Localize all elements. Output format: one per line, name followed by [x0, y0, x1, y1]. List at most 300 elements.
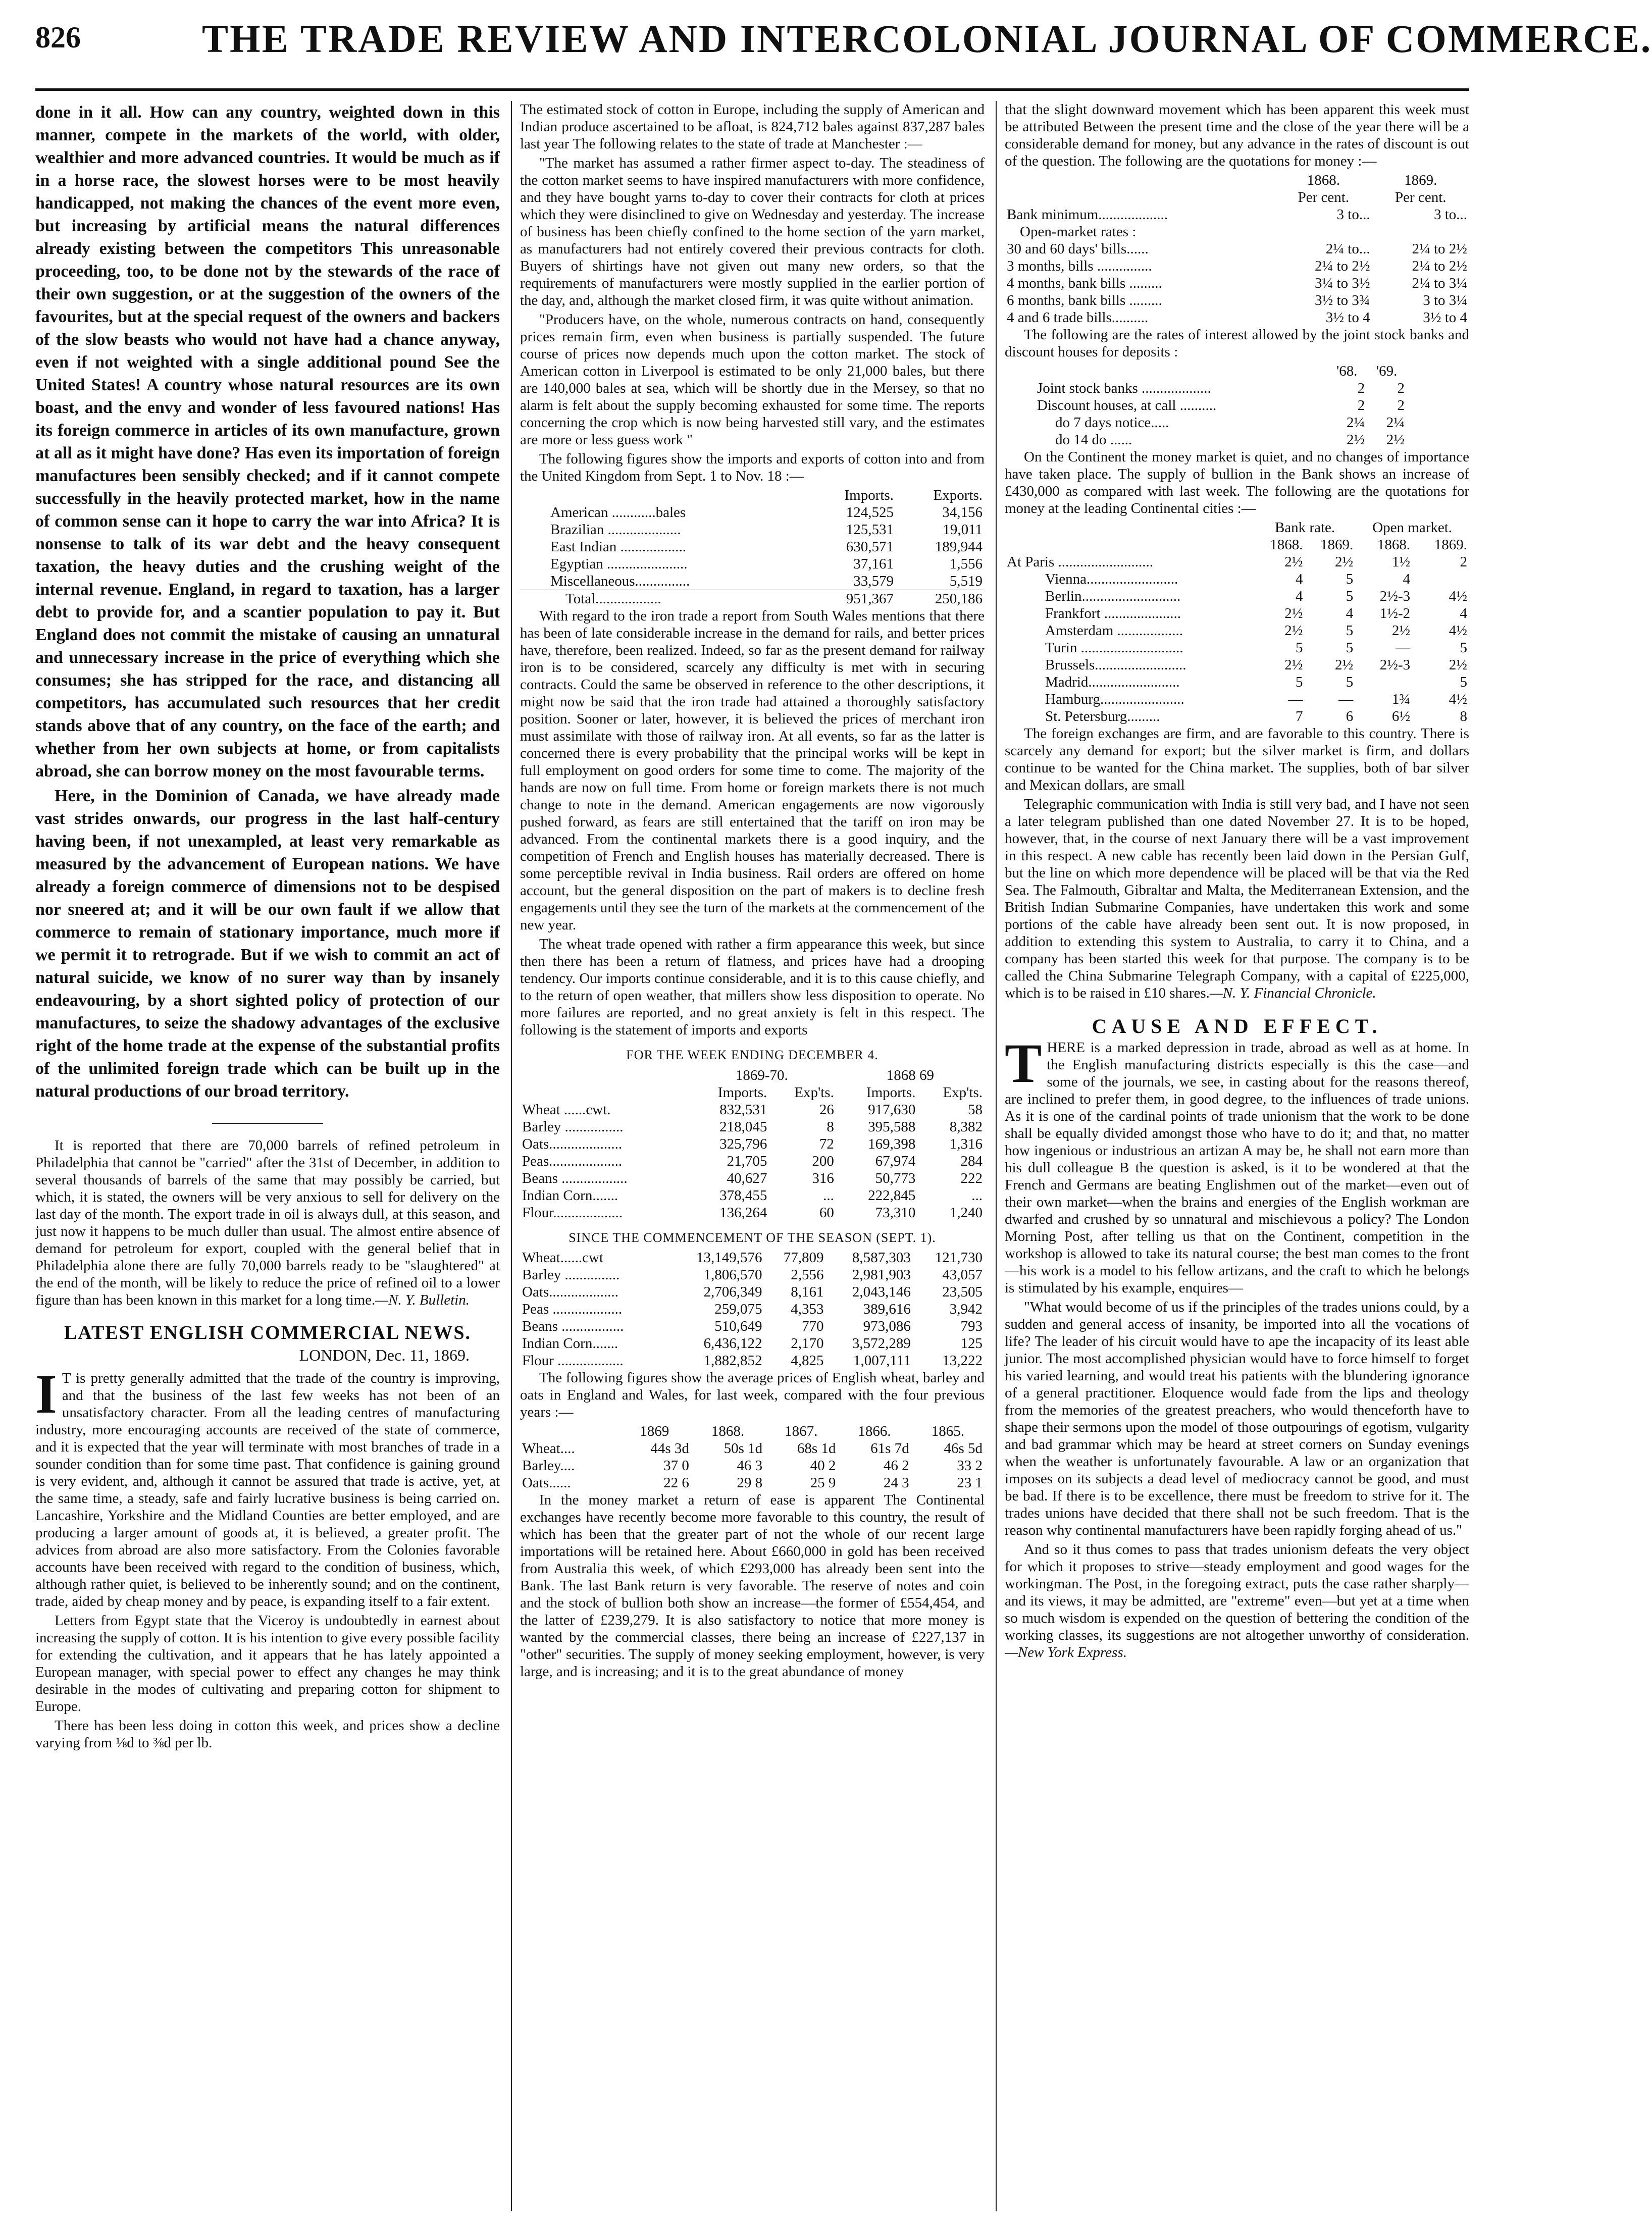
article-paragraph [1005, 1032, 1469, 1296]
row-label: Joint stock banks ................... [1037, 380, 1211, 396]
table-row [1005, 708, 1469, 725]
cell: 46 3 [737, 1458, 763, 1474]
year-header: 1866. [858, 1423, 891, 1439]
cell: 124,525 [846, 504, 894, 521]
table-row [520, 538, 985, 555]
row-label: 6 months, bank bills ......... [1007, 292, 1162, 308]
col-header: Exports. [933, 487, 983, 503]
cell: 136,264 [719, 1204, 767, 1221]
cell: 46 2 [883, 1458, 909, 1474]
paragraph-text: Telegraphic communication with India is still very bad, and I have not seen a later telegram published than one dated November 27. It is to be hoped, however, that, in the course of next January there will be a vast improvement in this respect. A new cable has recently been laid down in the Persian Gulf, but the line on which more dependence will be placed will be that via the Red Sea. The Falmouth, Gibraltar and Malta, the Mediterranean Extension, and the British Indian Submarine Companies, have undertaken this work and some portions of the cable have already been sent out. It is now proposed, in addition to extending this system to Australia, to carry it to China, and a company has been started this week for that purpose. The company is to be called the China Submarine Telegraph Company, with a capital of £225,000, which is to be raised in £10 shares. [1005, 796, 1469, 1001]
cell: 5 [1346, 571, 1354, 587]
row-label: Flour .................. [522, 1353, 624, 1369]
row-label: At Paris .......................... [1007, 554, 1153, 570]
cell [1355, 673, 1412, 691]
cell: 8 [827, 1118, 834, 1135]
table-row [1005, 622, 1469, 639]
cell: 4½ [1449, 588, 1467, 604]
cell: 218,045 [719, 1118, 767, 1135]
cell: 2,043,146 [852, 1284, 911, 1300]
cell: 13,149,576 [696, 1250, 762, 1266]
article-paragraph: Here, in the Dominion of Canada, we have already made vast strides onwards, our progress in the last half-century having been, if not unexampled, at least very remarkable as measured by the advancement of European nations. We have already a foreign commerce of dimensions not to be despised nor sneered at; and it will be our own fault if we allow that commerce to remain of stationary importance, much more if we permit it to retrograde. But if we wish to commit an act of natural suicide, we know of no surer way than by insanely endeavouring, by a short sighted policy of protection of our manufactures, to seize the shadowy advantages of the exclusive right of the home trade at the expense of the substantial profits of the unlimited foreign trade which can be built up in the natural productions of our broad territory. [35, 787, 500, 1101]
table-row [520, 1266, 985, 1283]
table-row [520, 555, 985, 573]
deposit-rates-table [1035, 362, 1407, 448]
cell: 77,809 [783, 1250, 824, 1266]
cell: 4,353 [791, 1301, 824, 1317]
cell: 33 2 [957, 1458, 983, 1474]
cell: 389,616 [863, 1301, 911, 1317]
cell: 793 [960, 1318, 983, 1334]
table-row [520, 1187, 985, 1204]
year-header: '69. [1376, 363, 1398, 379]
source-signature: —New York Express. [1005, 1644, 1127, 1661]
grain-season-table [520, 1249, 985, 1369]
cell: 2 [1357, 397, 1365, 413]
cell [1275, 223, 1372, 240]
cell: 2¼ to 2½ [1315, 258, 1370, 274]
table-row [520, 1204, 985, 1221]
cell: 917,630 [868, 1101, 916, 1118]
row-label: do 7 days notice..... [1055, 414, 1169, 431]
cell: — [1338, 691, 1354, 707]
article-paragraph: Letters from Egypt state that the Viceroy is undoubtedly in earnest about increasing the supply of cotton. It is his intention to give every possible facility for extending the cultivation, and it appears that he has lately appointed a European manager, with special power to effect any changes he may think desirable in the modes of cultivating and preparing cotton for shipment to Europe. [35, 1613, 500, 1715]
article-paragraph: The foreign exchanges are firm, and are favorable to this country. There is scarcely any demand for export; but the silver market is firm, and dollars continue to be wanted for the China market. The supplies, both of bar silver and Mexican dollars, are small [1005, 725, 1469, 793]
cell: 72 [819, 1135, 834, 1152]
cell: 2½ [1386, 432, 1405, 448]
row-label: Open-market rates : [1020, 224, 1137, 240]
cell: 2½ [1346, 432, 1365, 448]
cell: 4 [1403, 571, 1411, 587]
row-label: Oats.................... [522, 1135, 623, 1152]
cell: 125 [960, 1335, 983, 1352]
row-label: Brussels......................... [1045, 657, 1186, 673]
cell: 3,572,289 [852, 1335, 911, 1352]
cell: 5 [1346, 623, 1354, 639]
cell: 2½ [1335, 554, 1354, 570]
table-row [1005, 639, 1469, 656]
cell: 50,773 [875, 1170, 916, 1186]
year-header: 1865. [931, 1423, 964, 1439]
table-row [520, 573, 985, 590]
table-row [520, 504, 985, 521]
col-header: Imports. [866, 1084, 916, 1101]
year-header: 1868. [1377, 537, 1411, 553]
cell: 7 [1296, 708, 1303, 724]
table-row [1005, 206, 1469, 223]
cell: 3 to... [1433, 206, 1467, 223]
row-label: Peas.................... [522, 1153, 623, 1169]
table-row [520, 1457, 985, 1474]
row-label: Wheat......cwt [522, 1250, 604, 1266]
row-label: American ............bales [550, 504, 686, 521]
row-label: Indian Corn....... [522, 1335, 618, 1352]
cell: 73,310 [875, 1204, 916, 1221]
article-paragraph: "The market has assumed a rather firmer aspect to-day. The steadiness of the cotton market seems to have inspired manufacturers with more confidence, and they have bought yarns to-day to cover their contracts for cloth at prices which they were disinclined to give on Wednesday and yesterday. The increase of business has been chiefly confined to the home section of the yarn market, as manufacturers had not entirely covered their previous contracts for cloth. Buyers of shirtings have not given out many new orders, so that the requirements of manufacturers were mostly supplied in the earlier portion of the day, and, although the market closed firm, it was quite without animation. [520, 155, 985, 308]
cell: 4 [1460, 605, 1467, 621]
drop-cap: I [35, 1363, 57, 1425]
table-row [520, 1474, 985, 1491]
cell: 58 [968, 1101, 983, 1118]
table-row [520, 1170, 985, 1187]
year-header: 1868. [1307, 172, 1340, 188]
cell: 37,161 [853, 556, 894, 572]
group-header: Bank rate. [1274, 520, 1335, 536]
row-label: Brazilian .................... [550, 522, 681, 538]
cell: 8,587,303 [852, 1250, 911, 1266]
cell: 222,845 [868, 1187, 916, 1204]
source-signature: —N. Y. Financial Chronicle. [1209, 985, 1376, 1001]
col-header: Exp'ts. [794, 1084, 834, 1101]
table-caption: FOR THE WEEK ENDING DECEMBER 4. [626, 1048, 879, 1062]
cell: 2¼ [1346, 414, 1365, 431]
row-label: Beans .................. [522, 1170, 628, 1186]
table-row [520, 1249, 985, 1266]
row-label: Flour................... [522, 1204, 623, 1221]
cell: 3¼ to 3½ [1315, 275, 1370, 291]
table-row [1005, 223, 1469, 240]
table-row [1035, 431, 1407, 448]
table-row [1035, 414, 1407, 431]
wheat-prices-table [520, 1423, 985, 1491]
cell: 5 [1296, 640, 1303, 656]
cell: 5,519 [949, 573, 983, 589]
cell: 3½ to 4 [1325, 309, 1370, 326]
row-label: Turin ............................ [1045, 640, 1183, 656]
table-row [1005, 257, 1469, 275]
cell: 5 [1346, 588, 1354, 604]
cell: — [1396, 640, 1411, 656]
cell: 2¼ to... [1325, 241, 1370, 257]
cell: 1,882,852 [703, 1353, 762, 1369]
cell: 13,222 [942, 1353, 983, 1369]
cell: 1,240 [949, 1204, 983, 1221]
drop-cap: T [1005, 1032, 1042, 1094]
cell: 29 8 [737, 1475, 763, 1491]
table-row [520, 1352, 985, 1369]
section-title: LATEST ENGLISH COMMERCIAL NEWS. [64, 1322, 471, 1343]
article-paragraph: On the Continent the money market is quiet, and no changes of importance have taken place. The supply of bullion in the Bank shows an increase of £430,000 as compared with last week. The following are the quotations for money at the leading Continental cities :— [1005, 449, 1469, 516]
cell: 973,086 [863, 1318, 911, 1334]
row-label: Hamburg....................... [1045, 691, 1184, 707]
article-paragraph: There has been less doing in cotton this week, and prices show a decline varying from ⅛d to ⅜d per lb. [35, 1718, 500, 1751]
cell: 1,316 [949, 1135, 983, 1152]
table-row [1035, 380, 1407, 397]
table-row [1005, 588, 1469, 605]
column-3 [1005, 101, 1469, 1663]
unit-header: Per cent. [1395, 189, 1447, 205]
cell: 3½ to 4 [1423, 309, 1467, 326]
cell: 2½ [1284, 657, 1303, 673]
page-header [35, 14, 1652, 90]
cell: 2½ [1284, 605, 1303, 621]
cell: 40,627 [727, 1170, 767, 1186]
cell: 316 [812, 1170, 834, 1186]
section-title: CAUSE AND EFFECT. [1092, 1015, 1382, 1038]
article-paragraph: With regard to the iron trade a report from South Wales mentions that there has been of late considerable increase in the demand for rails, and better prices have, therefore, been realized. Indeed, so far as the present demand for railway iron is to be considered, scarcely any difficulty is met with in securing contracts. Could the same be observed in reference to the other descriptions, it might now be said that the iron trade had attained a thoroughly satisfactory position. Sooner or later, however, it is believed the prices of merchant iron must assimilate with those of railway iron. At all events, so far as the latter is concerned there is every probability that the principal works will be kept in full employment on good orders for some time to come. The majority of the hands are now on full time. From home or foreign markets there is not much change to note in the demand. American engagements are now vigorously pushed forward, as fears are still entertained that the tariff on iron may be advanced. From the continental markets there is a good inquiry, and the competition of French and English houses has materially decreased. There is some perceptible revival in India business. Rail orders are offered on home account, but the general disposition on the part of makers is to decline fresh engagements until they see the turn of the markets at the commencement of the new year. [520, 608, 985, 933]
cell: 4 [1296, 588, 1303, 604]
cell: 1,007,111 [853, 1353, 911, 1369]
cell [1372, 223, 1469, 240]
cell: 4 [1296, 571, 1303, 587]
total-row [520, 590, 985, 608]
journal-title: THE TRADE REVIEW AND INTERCOLONIAL JOURNAL OF COMMERCE. [202, 17, 1652, 61]
row-label: Madrid......................... [1045, 674, 1180, 690]
row-label: Amsterdam .................. [1045, 623, 1183, 639]
cell [1412, 571, 1469, 588]
cell: 2 [1460, 554, 1467, 570]
cell: 3 to... [1336, 206, 1370, 223]
article-paragraph: done in it all. How can any country, weighted down in this manner, compete in the markets of the world, with older, wealthier and more advanced countries. It would be much as if in a horse race, the slowest horses were to be most heavily handicapped, not making the chances of the event more even, but increasing by artificial means the natural differences already existing between the competitors This unreasonable proceeding, too, to be done not by the stewards of the race of their own suggestion, or at the suggestion of the owners of the favourites, but at the special request of the owners and backers of the slow beasts who would not have had a chance anyway, even if not weighted with a single additional pound See the United States! A country whose natural resources are its own boast, and the envy and wonder of less favoured nations! Has its foreign commerce in articles of its own manufacture, grown at all as it might have done? Has even its importation of foreign manufactures been sensibly checked; and if it cannot compete successfully in the heavily protected market, how in the name of common sense can it hope to carry the war into Africa? It is nonsense to talk of its war debt and the heavy consequent taxation, the heavy duties and the crushing weight of the internal revenue. England, in regard to taxation, has a larger debt to provide for, and a scantier population to pay it. But England does not commit the mistake of causing an unnatural and unnecessary increase in the price of everything which she consumes; she has stripped for the race, and distancing all competitors, has accumulated such resources that her credit stands above that of any country, on the face of the earth; and whether from her own subjects at home, or from capitalists abroad, she can borrow money on the most favourable terms. [35, 103, 500, 781]
money-rates-table [1005, 172, 1469, 326]
quoted-paragraph: "What would become of us if the principles of the trades unions could, by a sudden and general access of insanity, be imported into all the vocations of life? The leader of his circuit would have to ape the incapacity of its least able junior. The most accomplished physician would have to force himself to forget his varied learning, and would treat his patients with the blundering ignorance of a general practitioner. Eloquence would fade from the lips and theology from the memories of the greatest preachers, who would thenceforth have to shape their sermons upon the model of those outpourings of egotism, vulgarity and bad grammar which may be heard at street corners on Sunday evenings when the weather is unfortunately favourable. A law or an organization that imposes on its subjects a dead level of mediocracy cannot be good, and must be bad. If there is to be excellence, there must be freedom to strive for it. The trades unions have decided that there shall not be such freedom. That is the reason why continental manufacturers have been rapidly forging ahead of us." [1005, 1299, 1469, 1538]
row-label: Peas ................... [522, 1301, 623, 1317]
cell: 510,649 [714, 1318, 762, 1334]
year-header: 1868. [1270, 537, 1303, 553]
table-row [1035, 397, 1407, 414]
cell: 2¼ to 2½ [1412, 241, 1467, 257]
cell: 4 [1346, 605, 1354, 621]
cell: 68s 1d [797, 1440, 836, 1457]
cell: 33,579 [853, 573, 894, 589]
row-label: Vienna......................... [1045, 571, 1178, 587]
cell: 26 [819, 1101, 834, 1118]
cell: 5 [1460, 640, 1467, 656]
row-label: Oats...... [522, 1475, 571, 1491]
year-header: 1869. [1404, 172, 1437, 188]
cell: 1,806,570 [703, 1267, 762, 1283]
source-signature: —N. Y. Bulletin. [375, 1292, 470, 1308]
cell: 169,398 [868, 1135, 916, 1152]
row-label: Berlin........................... [1045, 588, 1181, 604]
article-paragraph: that the slight downward movement which has been apparent this week must be attributed Between the present time and the close of the year there will be a considerable demand for money, but any advance in the rates of discount is out of the question. The following are the quotations for money :— [1005, 101, 1469, 169]
year-header: 1869 [640, 1423, 669, 1439]
cell: 832,531 [719, 1101, 767, 1118]
row-label: Beans ................. [522, 1318, 624, 1334]
cell: 2 [1397, 380, 1405, 396]
cell: 1½-2 [1379, 605, 1411, 621]
row-label: do 14 do ...... [1055, 432, 1132, 448]
article-paragraph: The wheat trade opened with rather a firm appearance this week, but since then there has been a return of flatness, and prices have had a drooping tendency. Our imports continue considerable, and it is to this cause chiefly, and to the return of open weather, that millers show less disposition to operate. No more failures are reported, and no great anxiety is felt in this respect. The following is the statement of imports and exports [520, 936, 985, 1038]
year-header: 1869. [1434, 537, 1467, 553]
cell: 2½ [1335, 657, 1354, 673]
col-header: Imports. [717, 1084, 767, 1101]
cell: 43,057 [942, 1267, 983, 1283]
row-label: Total.................. [520, 590, 807, 608]
telegraph-paragraph [1005, 796, 1469, 1002]
cell: 2,981,903 [852, 1267, 911, 1283]
cell: 3 to 3¼ [1423, 292, 1467, 308]
row-label: 3 months, bills ............... [1007, 258, 1152, 274]
row-label: Barley ............... [522, 1267, 620, 1283]
cell: 37 0 [663, 1458, 689, 1474]
article-paragraph: In the money market a return of ease is apparent The Continental exchanges have recently become more favorable to this country, the result of which has been that the greater part of not the whole of our recent large importations will be retained here. About £660,000 in gold has been received from Australia this week, of which £293,000 has already been sent into the Bank. The last Bank return is very favorable. The reserve of notes and coin and the stock of bullion both show an increase—the former of £554,454, and the latter of £239,279. It is also satisfactory to notice that more money is wanted by the commercial classes, there being an increase of £227,137 in "other" securities. The supply of money seeking employment, however, is very large, and is increasing; and it is to the great abundance of money [520, 1492, 985, 1680]
cell: 770 [801, 1318, 824, 1334]
row-label: Frankfort ..................... [1045, 605, 1181, 621]
year-header: '68. [1336, 363, 1358, 379]
table-row [1005, 240, 1469, 257]
cell: 2,556 [791, 1267, 824, 1283]
cell: 1½ [1391, 554, 1411, 570]
year-header: 1868 69 [886, 1067, 935, 1083]
row-label: Barley.... [522, 1458, 575, 1474]
table-row [1005, 275, 1469, 292]
row-label: Indian Corn....... [522, 1187, 618, 1204]
cell: 5 [1296, 674, 1303, 690]
row-label: 4 and 6 trade bills.......... [1007, 309, 1149, 326]
article-paragraph: The following figures show the imports and exports of cotton into and from the United Kingdom from Sept. 1 to Nov. 18 :— [520, 451, 985, 484]
row-label: 30 and 60 days' bills...... [1007, 241, 1149, 257]
table-row [520, 1283, 985, 1301]
cotton-table [520, 487, 985, 607]
cell: 60 [819, 1204, 834, 1221]
cell: 8,161 [791, 1284, 824, 1300]
cell: 630,571 [846, 539, 894, 555]
column-divider [511, 101, 512, 2211]
page-number: 826 [35, 21, 81, 54]
year-header: 1868. [711, 1423, 745, 1439]
row-label: Barley ................ [522, 1118, 624, 1135]
row-label: Oats................... [522, 1284, 618, 1300]
table-row [1005, 691, 1469, 708]
paragraph-text: HERE is a marked depression in trade, abroad as well as at home. In the English manufacturing districts especially is this the case—and some of the journals, we see, in casting about for the reasons thereof, are inclined to prefer them, in good degree, to the influences of trade unions. As it is one of the cardinal points of trade unionism that the work to be done shall be equally divided amongst those who have to do it; and that, no matter how ingenious or industrious an artizan A may be, he shall not earn more than his dull colleague B the question is asked, is it to be wondered at that the French and Germans are beating Englishmen out of the market—even out of their own market—when the brains and energies of the English workman are dwarfed and crushed by so unnatural and mischievous a policy? The London Morning Post, after telling us that on the Continent, competition in the workshop is allowed to take its natural course; the best man comes to the front—his work is a model to his fellow artizans, and the craft to which he belongs is stimulated by his example, enquires— [1005, 1039, 1469, 1296]
table-row [1005, 292, 1469, 309]
cell: 250,186 [896, 590, 985, 608]
cell: 2½-3 [1379, 588, 1411, 604]
cell: 2 [1397, 397, 1405, 413]
article-paragraph [35, 1363, 500, 1610]
cell: 61s 7d [870, 1440, 909, 1457]
cell: 40 2 [810, 1458, 836, 1474]
cell: 8,382 [949, 1118, 983, 1135]
petroleum-paragraph [35, 1137, 500, 1309]
petroleum-text: It is reported that there are 70,000 barrels of refined petroleum in Philadelphia that cannot be "carried" after the 31st of December, in addition to several thousands of barrels of the same that may possibly be carried, but which, it is stated, the owners will be very anxious to sell for delivery on the last day of the month. The export trade in oil is always dull, at this season, and just now it happens to be much duller than usual. The almost entire absence of demand for petroleum for export, coupled with the general belief that in Philadelphia alone there are fully 70,000 barrels ready to be "slaughtered" at the end of the month, will be likely to reduce the price of refined oil to a lower figure than has been known in this market for a long time. [35, 1137, 500, 1308]
column-1 [35, 101, 500, 1753]
cell: 2½ [1391, 623, 1411, 639]
col-header: Exp'ts. [943, 1084, 983, 1101]
cell: 2,706,349 [703, 1284, 762, 1300]
separator-rule [212, 1123, 323, 1124]
table-row [520, 1440, 985, 1457]
table-row [520, 1335, 985, 1352]
paragraph-text: And so it thus comes to pass that trades unionism defeats the very object for which it proposes to strive—steady employment and good wages for the workingman. The Post, in the foregoing extract, puts the case rather sharply—and its views, it may be admitted, are "extreme" even—but yet at a time when so much wisdom is expended on the question of bettering the condition of the working classes, its suggestions are not altogether unworthy of consideration. [1005, 1541, 1469, 1643]
cell: 121,730 [935, 1250, 983, 1266]
table-row [520, 1118, 985, 1135]
cell: 189,944 [935, 539, 983, 555]
table-row [520, 521, 985, 538]
table-row [520, 1101, 985, 1118]
cell: 1¾ [1391, 691, 1411, 707]
cell: 2 [1357, 380, 1365, 396]
row-label: Egyptian ...................... [550, 556, 688, 572]
article-paragraph: The estimated stock of cotton in Europe, including the supply of American and Indian produce ascertained to be afloat, is 824,712 bales against 837,287 bales last year The following relates to the state of trade at Manchester :— [520, 101, 985, 152]
cell: ... [823, 1187, 834, 1204]
cell: 4½ [1449, 623, 1467, 639]
cell: 44s 3d [650, 1440, 689, 1457]
cell: 5 [1346, 640, 1354, 656]
cell: 2¼ [1386, 414, 1405, 431]
cell: 259,075 [714, 1301, 762, 1317]
year-header: 1867. [785, 1423, 818, 1439]
continental-rates-table [1005, 519, 1469, 725]
cell: 21,705 [727, 1153, 767, 1169]
year-header: 1869-70. [735, 1067, 788, 1083]
cell: 3,942 [949, 1301, 983, 1317]
cell: 23,505 [942, 1284, 983, 1300]
article-paragraph: "Producers have, on the whole, numerous contracts on hand, consequently prices remain firm, even when business is partially suspended. The future course of prices now depends much upon the cotton market. The stock of American cotton in Liverpool is estimated to be only 21,000 bales, but there are 140,000 bales at sea, which will be shortly due in the Mersey, so that no alarm is felt about the supply becoming exhausted for some time. The reports concerning the crop which is now being harvested still vary, and the estimates are more or less guess work " [520, 312, 985, 448]
cell: 6½ [1391, 708, 1411, 724]
row-label: Bank minimum................... [1007, 206, 1168, 223]
table-row [1005, 673, 1469, 691]
unit-header: Per cent. [1298, 189, 1350, 205]
cell: 4,825 [791, 1353, 824, 1369]
cell: — [1288, 691, 1303, 707]
cell: 2½ [1284, 623, 1303, 639]
cell: 4½ [1449, 691, 1467, 707]
cell: 378,455 [719, 1187, 767, 1204]
article-paragraph: The following are the rates of interest allowed by the joint stock banks and discount houses for deposits : [1005, 327, 1469, 360]
cell: 2½ [1449, 657, 1467, 673]
cell: 46s 5d [944, 1440, 983, 1457]
row-label: East Indian .................. [550, 539, 687, 555]
cell: 325,796 [719, 1135, 767, 1152]
cell: 284 [960, 1153, 983, 1169]
table-row [520, 1318, 985, 1335]
table-row [520, 1153, 985, 1170]
cell: 2¼ to 3¼ [1412, 275, 1467, 291]
article-paragraph: The following figures show the average prices of English wheat, barley and oats in England and Wales, for last week, compared with the four previous years :— [520, 1370, 985, 1420]
cell: 25 9 [810, 1475, 836, 1491]
cell: 6 [1346, 708, 1354, 724]
row-label: St. Petersburg......... [1045, 708, 1160, 724]
cell: 951,367 [807, 590, 896, 608]
group-header: Open market. [1372, 520, 1453, 536]
table-caption: SINCE THE COMMENCEMENT OF THE SEASON (SEPT. 1). [569, 1230, 936, 1245]
col-header: Imports. [844, 487, 894, 503]
cell: 125,531 [846, 522, 894, 538]
cell: 200 [812, 1153, 834, 1169]
cell: 5 [1460, 674, 1467, 690]
cell: 8 [1460, 708, 1467, 724]
grain-week-table [520, 1067, 985, 1221]
table-row [1005, 656, 1469, 673]
table-row [1005, 571, 1469, 588]
table-row [1005, 605, 1469, 622]
cell: 2½ [1284, 554, 1303, 570]
table-row [1005, 553, 1469, 571]
cell: 19,011 [943, 522, 983, 538]
cell: 50s 1d [724, 1440, 763, 1457]
cell: 34,156 [942, 504, 983, 521]
cell: 1,556 [949, 556, 983, 572]
row-label: Wheat ......cwt. [522, 1101, 611, 1118]
closing-paragraph [1005, 1541, 1469, 1661]
cell: 67,974 [875, 1153, 916, 1169]
column-divider [996, 101, 997, 2211]
table-row [1005, 309, 1469, 326]
year-header: 1869. [1320, 537, 1354, 553]
cell: 2,170 [791, 1335, 824, 1352]
cell: 6,436,122 [703, 1335, 762, 1352]
table-row [520, 1135, 985, 1153]
dateline: LONDON, Dec. 11, 1869. [299, 1345, 470, 1364]
column-2 [520, 101, 985, 1682]
row-label: Miscellaneous............... [550, 573, 690, 589]
row-label: 4 months, bank bills ......... [1007, 275, 1162, 291]
cell: 2¼ to 2½ [1412, 258, 1467, 274]
cell: 395,588 [868, 1118, 916, 1135]
cell: ... [971, 1187, 983, 1204]
